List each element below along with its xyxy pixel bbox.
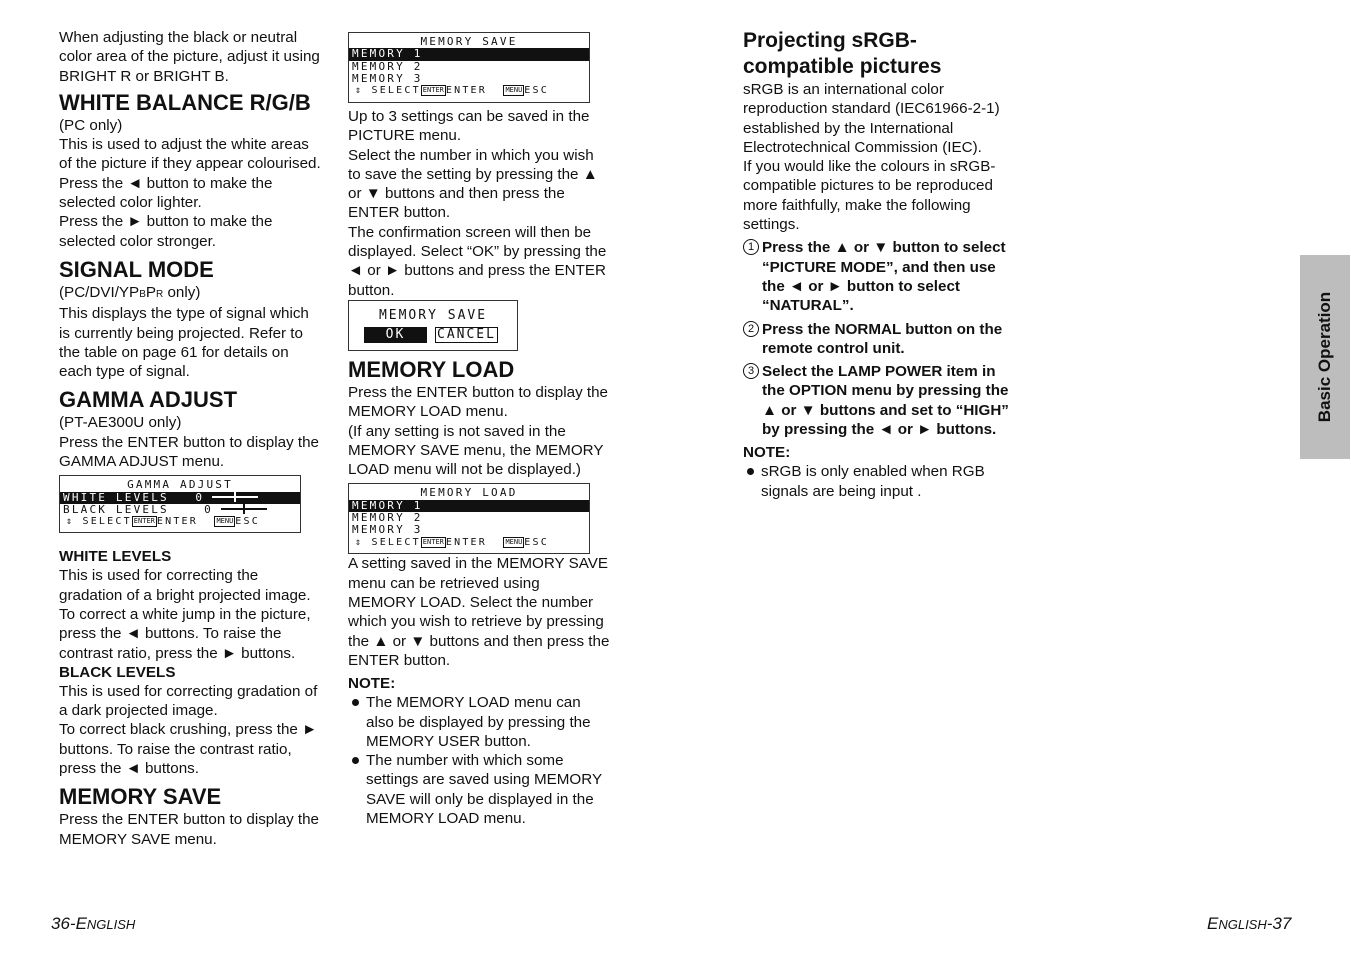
up-down-arrow-icon: ⇕ <box>66 516 75 528</box>
note-title: NOTE: <box>348 675 396 693</box>
step-number: 2 <box>743 321 759 337</box>
page-number-right: ENGLISH-37 <box>1207 914 1292 933</box>
wb-paragraph: Press the ◄ button to make the selected color lighter. <box>59 174 273 212</box>
slider-icon <box>212 496 258 498</box>
note-item: sRGB is only enabled when RGB signals are being input . <box>743 462 1011 501</box>
menu-key-icon: MENU <box>505 537 523 546</box>
step-number: 3 <box>743 363 759 379</box>
menu-title: MEMORY LOAD <box>420 486 518 500</box>
step-item: 1 Press the ▲ or ▼ button to select “PICTURE MODE”, and then use the ◄ or ► button to select “NATURAL”. <box>743 238 1011 315</box>
menu-footer: ⇕ SELECT ENTER ENTER MENU ESC <box>66 516 260 528</box>
section-title-signal-mode: SIGNAL MODE <box>59 256 214 282</box>
menu-item: MEMORY 1 <box>349 500 589 512</box>
bl-paragraph: This is used for correcting gradation of a dark projected image. <box>59 682 318 720</box>
step-number: 1 <box>743 239 759 255</box>
memory-save-menu <box>348 32 590 103</box>
wb-note: (PC only) <box>59 116 123 134</box>
menu-title: MEMORY SAVE <box>420 35 518 48</box>
wb-paragraph: This is used to adjust the white areas of the picture if they appear colourised. <box>59 136 321 173</box>
srgb-paragraph: sRGB is an international color reproduction standard (IEC61966-2-1) established by the International Electrotechnical Commission (IEC). <box>743 81 1000 156</box>
memory-load-menu <box>348 483 590 554</box>
sm-note: (PC/DVI/YPBPR only) <box>59 283 201 301</box>
ml-paragraph: Press the ENTER button to display the MEMORY LOAD menu. <box>348 383 609 421</box>
srgb-paragraph: If you would like the colours in sRGB-compatible pictures to be reproduced more faithfully, make the following settings. <box>743 158 996 234</box>
note-item: The MEMORY LOAD menu can also be displayed by pressing the MEMORY USER button. <box>348 693 610 751</box>
save-paragraph: The confirmation screen will then be displayed. Select “OK” by pressing the ◄ or ► buttons and press the ENTER button. <box>348 223 607 299</box>
save-paragraph: Select the number in which you wish to save the setting by pressing the ▲ or ▼ buttons and then press the ENTER button. <box>348 146 598 222</box>
enter-key-icon: ENTER <box>422 86 444 95</box>
column-middle <box>348 32 610 828</box>
ml-paragraph: A setting saved in the MEMORY SAVE menu can be retrieved using MEMORY LOAD. Select the number which you wish to retrieve by pressing the ▲ or ▼ buttons and then press the ENTER button. <box>348 555 610 669</box>
menu-item: MEMORY 2 <box>352 59 423 73</box>
column-left <box>59 28 321 849</box>
save-paragraph: Up to 3 settings can be saved in the PICTURE menu. <box>348 108 590 145</box>
column-right <box>743 28 1011 501</box>
enter-key-icon: ENTER <box>422 537 444 546</box>
intro-text: When adjusting the black or neutral color area of the picture, adjust it using BRIGHT R or BRIGHT B. <box>59 29 320 85</box>
menu-row-white-levels: WHITE LEVELS 0 <box>60 492 300 504</box>
slider-icon <box>221 508 267 510</box>
step-item: 3 Select the LAMP POWER item in the OPTION menu by pressing the ▲ or ▼ buttons and set to “HIGH” by pressing the ◄ or ► buttons. <box>743 362 1011 439</box>
ms-paragraph: Press the ENTER button to display the MEMORY SAVE menu. <box>59 811 320 848</box>
subsection-title-black-levels: BLACK LEVELS <box>59 663 176 681</box>
page-number-left: 36-ENGLISH <box>51 914 136 933</box>
wl-paragraph: This is used for correcting the gradation of a bright projected image. To correct a white jump in the picture, press the ◄ buttons. To raise the contrast ratio, press the ► buttons. <box>59 567 311 662</box>
menu-item: MEMORY 3 <box>352 71 423 85</box>
menu-key-icon: MENU <box>216 517 234 526</box>
section-tab <box>1300 255 1350 459</box>
note-title: NOTE: <box>743 444 791 462</box>
section-tab-label: Basic Operation <box>1315 291 1334 423</box>
enter-key-icon: ENTER <box>133 517 155 526</box>
menu-item: MEMORY 2 <box>352 511 423 525</box>
section-title-memory-load: MEMORY LOAD <box>348 356 515 382</box>
menu-key-icon: MENU <box>505 86 523 95</box>
dialog-title: MEMORY SAVE <box>378 307 488 323</box>
section-title-white-balance: WHITE BALANCE R/G/B <box>59 89 311 115</box>
memory-save-confirm-dialog <box>348 300 518 351</box>
menu-title: GAMMA ADJUST <box>127 478 233 492</box>
wb-paragraph: Press the ► button to make the selected color stronger. <box>59 213 273 250</box>
menu-item: MEMORY 3 <box>352 523 423 537</box>
ok-button: OK <box>364 327 427 343</box>
section-title-gamma-adjust: GAMMA ADJUST <box>59 387 238 413</box>
menu-footer: ⇕ SELECT ENTER ENTER MENU ESC <box>355 536 549 548</box>
up-down-arrow-icon: ⇕ <box>355 85 364 97</box>
note-item: The number with which some settings are saved using MEMORY SAVE will only be displayed in the MEMORY LOAD menu. <box>348 751 610 828</box>
gamma-adjust-menu <box>59 475 301 533</box>
step-item: 2 Press the NORMAL button on the remote control unit. <box>743 320 1011 359</box>
menu-item: MEMORY 1 <box>349 48 589 60</box>
sm-paragraph: This displays the type of signal which is currently being projected. Refer to the table on page 61 for details on each type of signal. <box>59 305 309 381</box>
section-title-memory-save: MEMORY SAVE <box>59 784 222 810</box>
cancel-button: CANCEL <box>437 326 496 342</box>
ga-note: (PT-AE300U only) <box>59 414 182 432</box>
ga-paragraph: Press the ENTER button to display the GAMMA ADJUST menu. <box>59 433 320 471</box>
bl-paragraph: To correct black crushing, press the ► buttons. To raise the contrast ratio, press the ◄ buttons. <box>59 721 318 778</box>
menu-footer: ⇕ SELECT ENTER ENTER MENU ESC <box>355 85 549 97</box>
ml-paragraph: (If any setting is not saved in the MEMORY SAVE menu, the MEMORY LOAD menu will not be displayed.) <box>348 422 604 479</box>
section-title-srgb: Projecting sRGB-compatible pictures <box>743 29 942 78</box>
menu-row-black-levels: BLACK LEVELS 0 <box>60 504 300 516</box>
up-down-arrow-icon: ⇕ <box>355 536 364 548</box>
subsection-title-white-levels: WHITE LEVELS <box>59 548 172 566</box>
